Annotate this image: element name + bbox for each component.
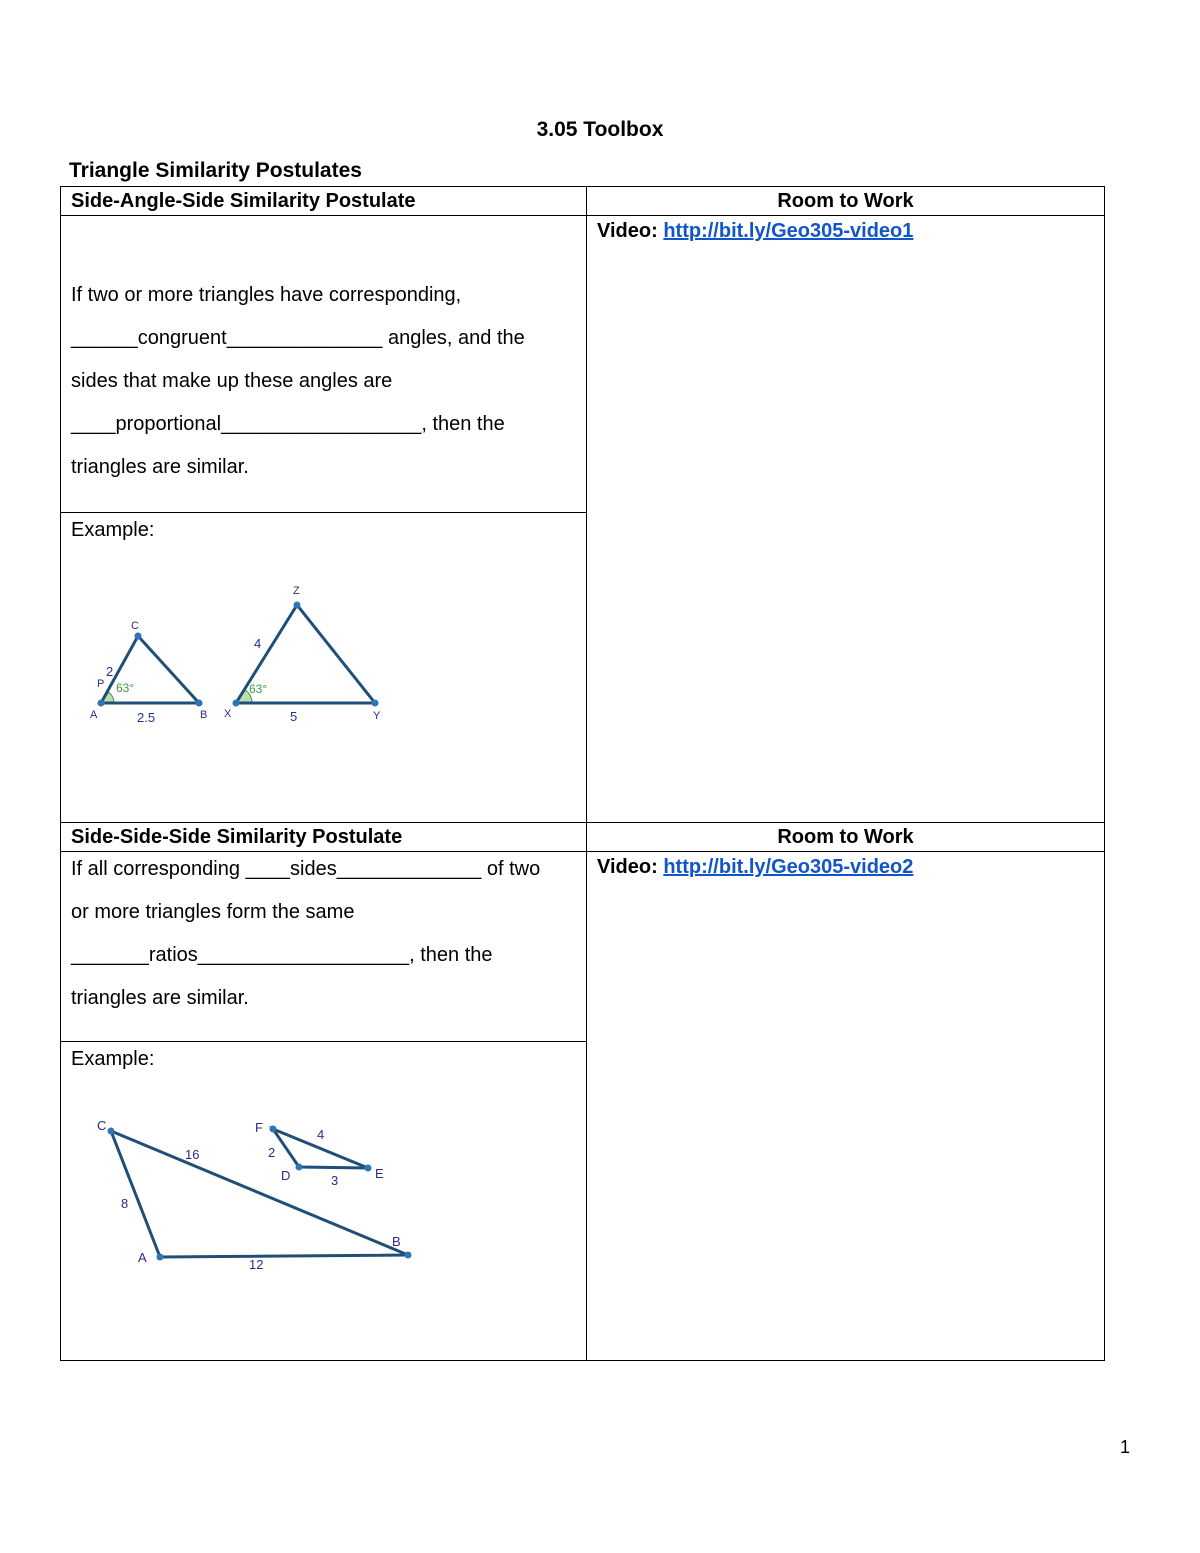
- sss-point-f: [270, 1126, 277, 1133]
- sas-def-line: If two or more triangles have corresponding,: [71, 284, 462, 306]
- sss-example-cell: [61, 1042, 587, 1361]
- sas-def-line: triangles are similar.: [71, 456, 249, 478]
- sas-side-xz: 4: [254, 636, 262, 651]
- sas-point-b: [196, 700, 203, 707]
- sas-video: [597, 216, 1094, 246]
- sss-point-a: [157, 1254, 164, 1261]
- sas-label-y: Y: [373, 710, 381, 722]
- sss-side-cb: 16: [185, 1147, 200, 1162]
- sss-video-label: Video:: [597, 856, 658, 878]
- sss-def-line: _______ratios___________________, then the: [71, 944, 493, 966]
- sas-video-label: Video:: [597, 220, 658, 242]
- sss-point-b: [405, 1252, 412, 1259]
- page-number: 1: [1120, 1437, 1131, 1457]
- sss-def-line: If all corresponding ____sides_____________ of two: [71, 858, 541, 880]
- sas-side-xy: 5: [290, 709, 298, 724]
- sas-small-angle: 63°: [116, 681, 135, 695]
- sas-label-z: Z: [293, 585, 300, 597]
- sas-video-link[interactable]: http://bit.ly/Geo305-video1: [663, 220, 914, 242]
- sas-point-z: [294, 602, 301, 609]
- sss-label-f: F: [255, 1120, 263, 1135]
- sss-large-triangle: [111, 1131, 408, 1257]
- sss-label-d: D: [281, 1168, 291, 1183]
- sas-point-a: [98, 700, 105, 707]
- sas-label-a: A: [90, 709, 98, 721]
- sss-work-heading: Room to Work: [587, 823, 1105, 852]
- sss-point-c: [108, 1128, 115, 1135]
- sas-example-cell: [61, 513, 587, 823]
- sss-label-a: A: [138, 1250, 147, 1265]
- sas-def-line: sides that make up these angles are: [71, 370, 393, 392]
- sas-label-b: B: [200, 709, 208, 721]
- sss-figure: [91, 1114, 431, 1289]
- sss-heading: Side-Side-Side Similarity Postulate: [61, 823, 587, 852]
- sas-side-ac: 2: [106, 664, 114, 679]
- section-title: Triangle Similarity Postulates: [69, 159, 362, 182]
- sss-label-b: B: [392, 1234, 401, 1249]
- sss-video-link[interactable]: http://bit.ly/Geo305-video2: [663, 856, 914, 878]
- sss-definition-cell: [61, 852, 587, 1042]
- sas-work-heading: Room to Work: [587, 187, 1105, 216]
- sas-def-line: ______congruent______________ angles, and the: [71, 327, 525, 349]
- sas-example-label: Example:: [71, 519, 155, 541]
- sss-def-line: triangles are similar.: [71, 987, 249, 1009]
- sss-point-d: [296, 1164, 303, 1171]
- sas-label-c: C: [131, 620, 139, 632]
- page-title: 3.05 Toolbox: [536, 118, 664, 141]
- sss-point-e: [365, 1165, 372, 1172]
- sss-label-c: C: [97, 1118, 107, 1133]
- sas-point-y: [372, 700, 379, 707]
- toolbox-table: [60, 186, 1105, 1361]
- sss-side-fe: 4: [317, 1127, 325, 1142]
- sas-definition-cell: [61, 216, 587, 513]
- sas-label-p: P: [97, 678, 105, 690]
- sas-point-c: [135, 633, 142, 640]
- sas-def-line: ____proportional__________________, then the: [71, 413, 505, 435]
- sas-definition: [71, 216, 576, 489]
- sas-point-x: [233, 700, 240, 707]
- sss-side-de: 3: [331, 1173, 339, 1188]
- sas-work-area: [587, 216, 1105, 823]
- sss-definition: [71, 848, 576, 1020]
- sss-def-line: or more triangles form the same: [71, 901, 355, 923]
- sss-label-e: E: [375, 1166, 384, 1181]
- sss-video: [597, 852, 1094, 882]
- sas-large-angle: 63°: [249, 682, 268, 696]
- sss-side-ca: 8: [121, 1196, 129, 1211]
- sas-label-x: X: [224, 708, 232, 720]
- sas-figure: [81, 581, 401, 741]
- sss-side-fd: 2: [268, 1145, 276, 1160]
- sss-work-area: [587, 852, 1105, 1361]
- sas-heading: Side-Angle-Side Similarity Postulate: [61, 187, 587, 216]
- sas-side-ab: 2.5: [137, 710, 156, 725]
- sss-example-label: Example:: [71, 1048, 155, 1070]
- sss-side-ab: 12: [249, 1257, 264, 1272]
